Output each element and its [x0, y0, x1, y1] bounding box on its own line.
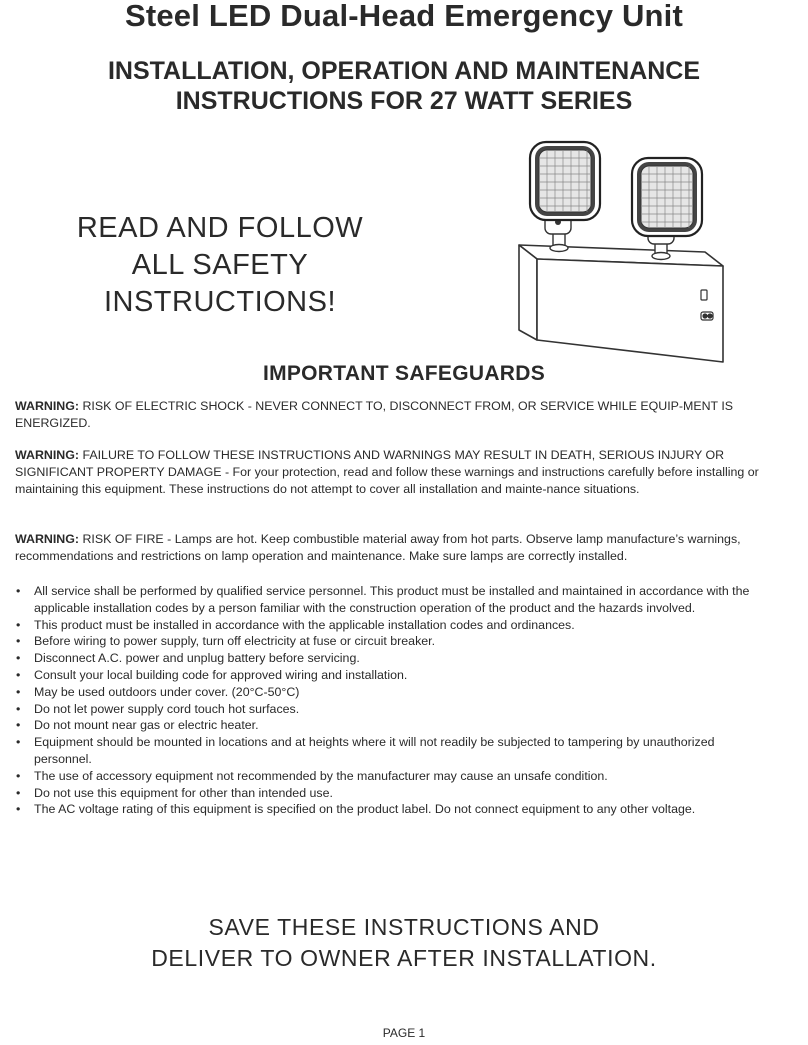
list-item: • Equipment should be mounted in locations and at heights where it will not readily be subjected to tampering by unauthorized personnel.: [16, 735, 715, 766]
save-instructions-notice: [0, 912, 808, 974]
safety-bullet-list: [15, 583, 775, 818]
warning-label: WARNING:: [15, 448, 80, 462]
warning-label: WARNING:: [15, 399, 80, 413]
bullet-marker: •: [16, 651, 21, 666]
bullet-marker: •: [16, 617, 21, 632]
document-title: Steel LED Dual-Head Emergency Unit: [124, 0, 684, 33]
list-item: • May be used outdoors under cover. (20°C-50°C): [16, 684, 300, 699]
warning-text: RISK OF ELECTRIC SHOCK - NEVER CONNECT TO, DISCONNECT FROM, OR SERVICE WHILE EQUIP-MENT IS ENERGIZED.: [15, 399, 734, 430]
warning-electric-shock: [15, 398, 775, 432]
page-number: PAGE 1: [382, 1026, 426, 1040]
bullet-marker: •: [16, 684, 21, 699]
safety-callout: [40, 210, 400, 321]
warning-failure-to-follow: [15, 447, 775, 498]
bullet-marker: •: [16, 785, 21, 800]
bullet-marker: •: [16, 667, 21, 682]
list-item: • All service shall be performed by qualified service personnel. This product must be installed and maintained in accordance with the applicable installation codes by a person familiar with the construction operation of the product and the hazards involved.: [16, 584, 750, 615]
callout-line-3: INSTRUCTIONS!: [103, 286, 337, 318]
bullet-marker: •: [16, 718, 21, 733]
emergency-unit-illustration: [505, 140, 735, 370]
save-line-1: SAVE THESE INSTRUCTIONS AND: [208, 914, 600, 940]
list-item: • This product must be installed in accordance with the applicable installation codes and ordinances.: [16, 617, 575, 632]
safeguards-heading: [0, 362, 808, 386]
bullet-marker: •: [16, 634, 21, 649]
warning-label: WARNING:: [15, 532, 80, 546]
subtitle-line-2: INSTRUCTIONS FOR 27 WATT SERIES: [175, 87, 633, 115]
list-item: • The AC voltage rating of this equipment is specified on the product label. Do not connect equipment to any other voltage.: [16, 802, 696, 817]
left-lamp-head: [530, 142, 600, 252]
warning-text: FAILURE TO FOLLOW THESE INSTRUCTIONS AND WARNINGS MAY RESULT IN DEATH, SERIOUS INJURY OR SIGNIFICANT PROPERTY DAMAGE - For your protection, read and follow these warnings and instructions carefully before installing or maintaining this equipment. These instructions do not attempt to cover all installation and mainte-nance situations.: [15, 448, 759, 496]
callout-line-2: ALL SAFETY: [131, 249, 309, 281]
bullet-marker: •: [16, 701, 21, 716]
list-item: • Do not use this equipment for other than intended use.: [16, 785, 333, 800]
save-line-2: DELIVER TO OWNER AFTER INSTALLATION.: [151, 945, 657, 971]
list-item: • Do not let power supply cord touch hot surfaces.: [16, 701, 300, 716]
list-item: • Consult your local building code for approved wiring and installation.: [16, 667, 408, 682]
bullet-marker: •: [16, 735, 21, 750]
callout-line-1: READ AND FOLLOW: [76, 212, 364, 244]
unit-housing: [519, 245, 723, 362]
warning-fire: [15, 531, 775, 565]
warning-text: RISK OF FIRE - Lamps are hot. Keep combustible material away from hot parts. Observe lamp manufacture’s warnings, recommendations and restrictions on lamp operation and maintenance. Make sure lamps are correctly installed.: [15, 532, 741, 563]
bullet-marker: •: [16, 768, 21, 783]
bullet-marker: •: [16, 802, 21, 817]
document-subtitle: [0, 56, 808, 116]
list-item: • Disconnect A.C. power and unplug battery before servicing.: [16, 651, 360, 666]
list-item: • The use of accessory equipment not recommended by the manufacturer may cause an unsafe condition.: [16, 768, 608, 783]
right-lamp-head: [632, 158, 702, 260]
safeguards-heading-text: IMPORTANT SAFEGUARDS: [262, 362, 546, 385]
list-item: • Before wiring to power supply, turn off electricity at fuse or circuit breaker.: [16, 634, 436, 649]
list-item: • Do not mount near gas or electric heater.: [16, 718, 259, 733]
subtitle-line-1: INSTALLATION, OPERATION AND MAINTENANCE: [107, 57, 701, 85]
bullet-marker: •: [16, 584, 21, 598]
